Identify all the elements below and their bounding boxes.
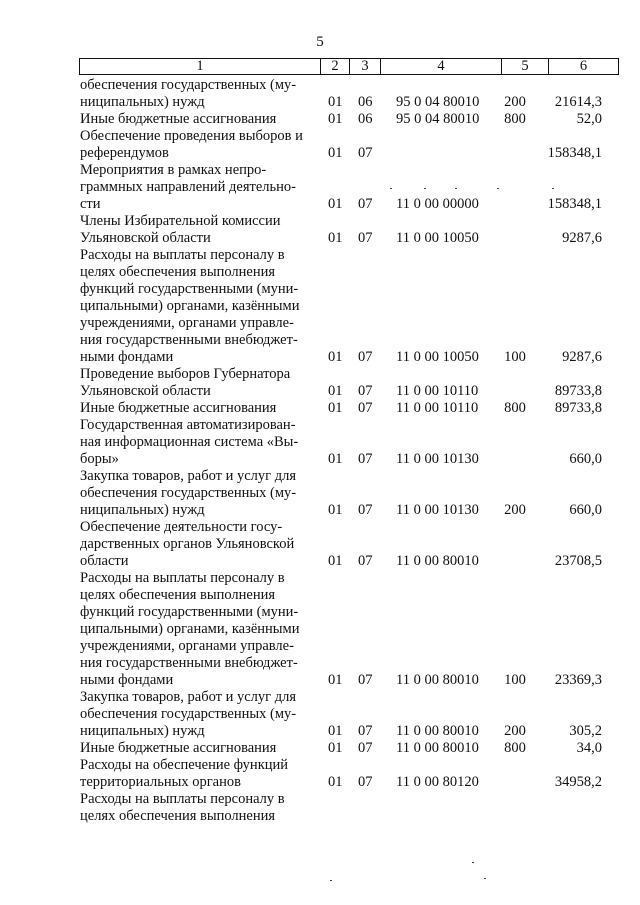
subsection-code: 07	[358, 230, 373, 246]
sum-value: 34958,2	[554, 774, 602, 790]
table-row	[80, 468, 620, 519]
sum-value: 23708,5	[554, 553, 602, 569]
expense-type-code: 800	[504, 111, 526, 127]
subsection-code: 07	[358, 451, 373, 467]
expense-type-code: 200	[504, 502, 526, 518]
sum-value: 23369,3	[554, 672, 602, 688]
subsection-code: 07	[358, 196, 373, 212]
row-name: Проведение выборов Губернатора Ульяновской области	[80, 366, 291, 399]
target-article-code: 11 0 00 80010	[396, 740, 479, 756]
target-article-code: 11 0 00 80010	[396, 672, 479, 688]
table-row	[80, 570, 620, 689]
expense-type-code: 800	[504, 740, 526, 756]
subsection-code: 07	[358, 400, 373, 416]
sum-value: 9287,6	[562, 230, 602, 246]
table-row	[80, 689, 620, 740]
expense-type-code: 200	[504, 94, 526, 110]
section-code: 01	[328, 111, 343, 127]
section-code: 01	[328, 349, 343, 365]
scan-speck	[497, 188, 499, 189]
row-name: Обеспечение проведения выборов и референдумов	[80, 128, 303, 161]
row-name: Иные бюджетные ассигнования	[80, 740, 277, 756]
page-number: 5	[316, 34, 324, 50]
section-code: 01	[328, 502, 343, 518]
sum-value: 660,0	[569, 451, 602, 467]
subsection-code: 07	[358, 723, 373, 739]
header-cell-name: 1	[80, 59, 321, 74]
sum-value: 158348,1	[547, 145, 602, 161]
section-code: 01	[328, 94, 343, 110]
section-code: 01	[328, 553, 343, 569]
section-code: 01	[328, 672, 343, 688]
target-article-code: 11 0 00 10130	[396, 502, 479, 518]
table-row	[80, 247, 620, 366]
section-code: 01	[328, 774, 343, 790]
table-row	[80, 366, 620, 400]
table-row	[80, 400, 620, 417]
expense-type-code: 200	[504, 723, 526, 739]
sum-value: 34,0	[576, 740, 602, 756]
target-article-code: 11 0 00 80120	[396, 774, 479, 790]
table-row	[80, 791, 620, 825]
header-cell-subsection: 3	[350, 59, 381, 74]
section-code: 01	[328, 723, 343, 739]
expense-type-code: 100	[504, 672, 526, 688]
sum-value: 660,0	[569, 502, 602, 518]
subsection-code: 07	[358, 740, 373, 756]
sum-value: 305,2	[569, 723, 602, 739]
header-cell-section: 2	[321, 59, 350, 74]
subsection-code: 07	[358, 145, 373, 161]
subsection-code: 07	[358, 502, 373, 518]
row-name: Расходы на выплаты персоналу в целях обеспечения выполнения	[80, 791, 285, 824]
row-name: Государственная автоматизирован- ная информационная система «Вы- боры»	[80, 417, 299, 467]
scan-speck	[330, 880, 332, 881]
header-cell-sum: 6	[579, 58, 588, 74]
target-article-code: 11 0 00 00000	[396, 196, 479, 212]
table-row	[80, 740, 620, 757]
row-name: Обеспечение деятельности госу- дарственных органов Ульяновской области	[80, 519, 295, 569]
subsection-code: 07	[358, 553, 373, 569]
table-header	[79, 58, 619, 75]
target-article-code: 95 0 04 80010	[396, 111, 480, 127]
target-article-code: 95 0 04 80010	[396, 94, 480, 110]
sum-value: 9287,6	[562, 349, 602, 365]
table-row	[80, 162, 620, 213]
table-row	[80, 77, 620, 111]
sum-value: 21614,3	[554, 94, 602, 110]
subsection-code: 06	[358, 94, 373, 110]
target-article-code: 11 0 00 80010	[396, 723, 479, 739]
section-code: 01	[328, 196, 343, 212]
target-article-code: 11 0 00 10130	[396, 451, 479, 467]
sum-value: 158348,1	[547, 196, 602, 212]
target-article-code: 11 0 00 10110	[396, 400, 479, 416]
row-name: Расходы на обеспечение функций территориальных органов	[80, 757, 289, 790]
table-row	[80, 128, 620, 162]
section-code: 01	[328, 230, 343, 246]
subsection-code: 07	[358, 672, 373, 688]
scan-speck	[455, 188, 457, 189]
row-name: Иные бюджетные ассигнования	[80, 111, 277, 127]
sum-value: 89733,8	[554, 383, 602, 399]
subsection-code: 07	[358, 383, 373, 399]
table-row	[80, 111, 620, 128]
subsection-code: 07	[358, 774, 373, 790]
target-article-code: 11 0 00 10050	[396, 349, 479, 365]
row-name: Расходы на выплаты персоналу в целях обеспечения выполнения функций государственными (муни- ципальными) органами, казёнными учреждениями, органами управле- ния государственными внебюджет- ными фондами	[80, 570, 300, 688]
section-code: 01	[328, 145, 343, 161]
target-article-code: 11 0 00 10110	[396, 383, 479, 399]
subsection-code: 06	[358, 111, 373, 127]
row-name: обеспечения государственных (му- ниципальных) нужд	[80, 77, 297, 110]
section-code: 01	[328, 740, 343, 756]
row-name: Расходы на выплаты персоналу в целях обеспечения выполнения функций государственными (муни- ципальными) органами, казёнными учреждениями, органами управле- ния государственными внебюджет- ными фондами	[80, 247, 300, 365]
scan-speck	[552, 188, 554, 189]
section-code: 01	[328, 400, 343, 416]
target-article-code: 11 0 00 80010	[396, 553, 479, 569]
section-code: 01	[328, 451, 343, 467]
expense-type-code: 800	[504, 400, 526, 416]
header-cell-expense-type: 5	[502, 59, 549, 74]
scan-speck	[484, 878, 486, 879]
header-cell-target-article: 4	[381, 59, 502, 74]
table-row	[80, 519, 620, 570]
sum-value: 89733,8	[554, 400, 602, 416]
row-name: Члены Избирательной комиссии Ульяновской области	[80, 213, 281, 246]
sum-value: 52,0	[576, 111, 602, 127]
table-row	[80, 213, 620, 247]
scan-speck	[424, 188, 426, 189]
budget-table-body	[80, 77, 620, 825]
row-name: Закупка товаров, работ и услуг для обеспечения государственных (му- ниципальных) нужд	[80, 468, 297, 518]
table-row	[80, 417, 620, 468]
table-row	[80, 757, 620, 791]
row-name: Мероприятия в рамках непро- граммных направлений деятельно- сти	[80, 162, 296, 212]
subsection-code: 07	[358, 349, 373, 365]
row-name: Иные бюджетные ассигнования	[80, 400, 277, 416]
expense-type-code: 100	[504, 349, 526, 365]
scan-speck	[390, 188, 392, 189]
target-article-code: 11 0 00 10050	[396, 230, 479, 246]
section-code: 01	[328, 383, 343, 399]
scan-speck	[472, 862, 474, 863]
row-name: Закупка товаров, работ и услуг для обеспечения государственных (му- ниципальных) нужд	[80, 689, 297, 739]
